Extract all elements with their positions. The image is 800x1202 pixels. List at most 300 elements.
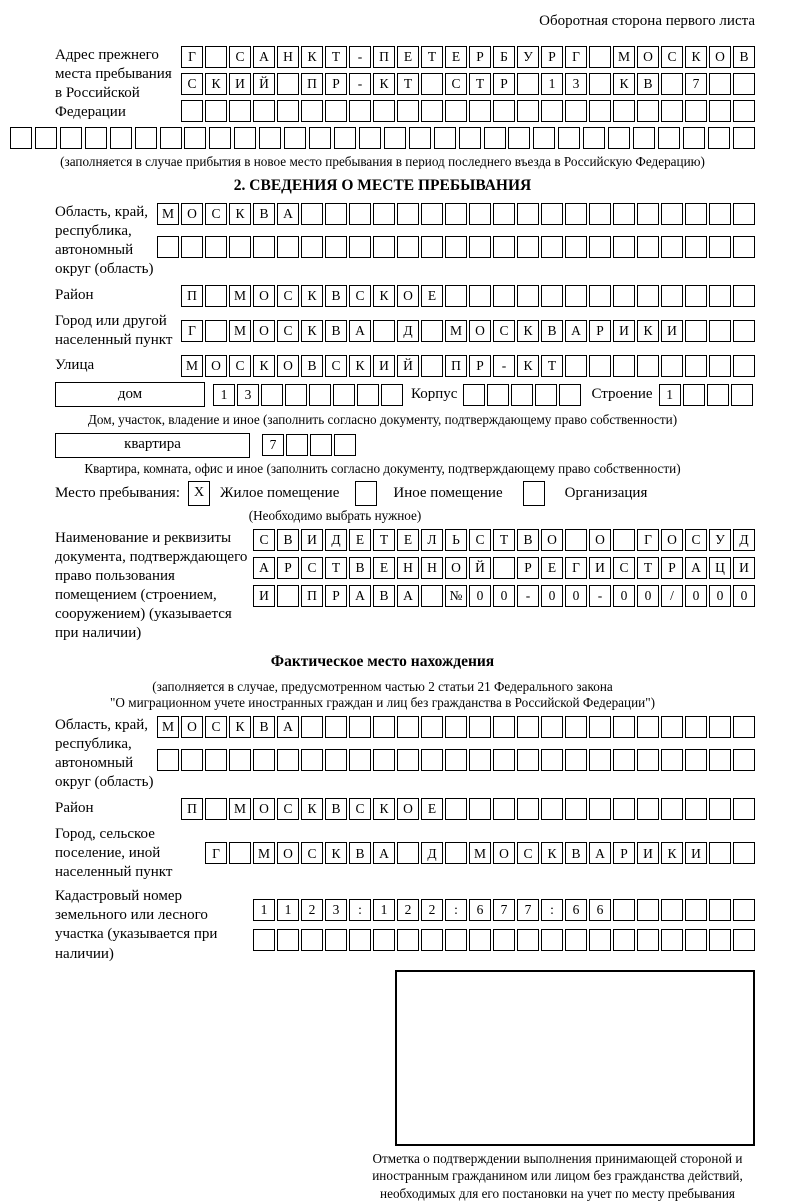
char-cell[interactable] <box>685 236 707 258</box>
char-cell[interactable] <box>397 716 419 738</box>
char-cell[interactable]: Т <box>325 46 347 68</box>
char-cell[interactable]: С <box>613 557 635 579</box>
char-cell[interactable]: А <box>565 320 587 342</box>
char-cell[interactable]: 7 <box>685 73 707 95</box>
char-cell[interactable]: 3 <box>565 73 587 95</box>
char-cell[interactable]: Е <box>445 46 467 68</box>
char-cell[interactable] <box>445 285 467 307</box>
char-cell[interactable] <box>661 73 683 95</box>
char-cell[interactable]: И <box>637 842 659 864</box>
char-cell[interactable]: П <box>301 73 323 95</box>
char-cell[interactable] <box>709 842 731 864</box>
char-cell[interactable] <box>493 798 515 820</box>
char-cell[interactable]: 0 <box>613 585 635 607</box>
char-cell[interactable]: 1 <box>659 384 681 406</box>
char-cell[interactable] <box>181 749 203 771</box>
char-cell[interactable]: К <box>373 285 395 307</box>
char-cell[interactable] <box>469 100 491 122</box>
char-cell[interactable] <box>565 529 587 551</box>
char-cell[interactable] <box>533 127 555 149</box>
char-cell[interactable]: 6 <box>565 899 587 921</box>
char-cell[interactable] <box>517 100 539 122</box>
char-cell[interactable] <box>229 842 251 864</box>
char-cell[interactable] <box>493 749 515 771</box>
char-cell[interactable] <box>613 529 635 551</box>
char-cell[interactable] <box>637 798 659 820</box>
char-cell[interactable] <box>658 127 680 149</box>
char-cell[interactable] <box>445 716 467 738</box>
char-cell[interactable]: М <box>157 716 179 738</box>
char-cell[interactable] <box>683 127 705 149</box>
char-cell[interactable]: У <box>517 46 539 68</box>
char-cell[interactable] <box>359 127 381 149</box>
char-cell[interactable] <box>349 749 371 771</box>
char-cell[interactable]: Г <box>205 842 227 864</box>
char-cell[interactable] <box>661 100 683 122</box>
char-cell[interactable]: С <box>661 46 683 68</box>
char-cell[interactable]: И <box>301 529 323 551</box>
char-cell[interactable] <box>733 100 755 122</box>
char-cell[interactable] <box>261 384 283 406</box>
char-cell[interactable]: 0 <box>493 585 515 607</box>
char-cell[interactable] <box>589 285 611 307</box>
char-cell[interactable] <box>409 127 431 149</box>
char-cell[interactable] <box>613 100 635 122</box>
char-cell[interactable] <box>613 749 635 771</box>
char-cell[interactable] <box>517 203 539 225</box>
char-cell[interactable]: О <box>397 798 419 820</box>
char-cell[interactable]: В <box>541 320 563 342</box>
char-cell[interactable]: Р <box>469 46 491 68</box>
char-cell[interactable]: О <box>277 842 299 864</box>
char-cell[interactable]: А <box>349 320 371 342</box>
char-cell[interactable] <box>661 285 683 307</box>
char-cell[interactable] <box>309 384 331 406</box>
char-cell[interactable]: И <box>685 842 707 864</box>
char-cell[interactable] <box>613 899 635 921</box>
char-cell[interactable]: Д <box>421 842 443 864</box>
char-cell[interactable]: А <box>253 46 275 68</box>
char-cell[interactable] <box>357 384 379 406</box>
char-cell[interactable]: 0 <box>637 585 659 607</box>
char-cell[interactable]: О <box>661 529 683 551</box>
char-cell[interactable]: К <box>349 355 371 377</box>
char-cell[interactable] <box>565 749 587 771</box>
char-cell[interactable] <box>685 320 707 342</box>
char-cell[interactable] <box>709 100 731 122</box>
char-cell[interactable] <box>285 384 307 406</box>
char-cell[interactable]: М <box>229 320 251 342</box>
char-cell[interactable] <box>85 127 107 149</box>
char-cell[interactable] <box>637 716 659 738</box>
char-cell[interactable] <box>613 203 635 225</box>
char-cell[interactable] <box>508 127 530 149</box>
char-cell[interactable]: К <box>325 842 347 864</box>
char-cell[interactable]: Р <box>325 585 347 607</box>
char-cell[interactable]: Г <box>181 46 203 68</box>
char-cell[interactable]: О <box>709 46 731 68</box>
char-cell[interactable]: М <box>229 285 251 307</box>
char-cell[interactable]: С <box>349 285 371 307</box>
char-cell[interactable]: Т <box>469 73 491 95</box>
char-cell[interactable]: О <box>397 285 419 307</box>
char-cell[interactable] <box>708 127 730 149</box>
char-cell[interactable] <box>301 749 323 771</box>
char-cell[interactable] <box>333 384 355 406</box>
char-cell[interactable]: С <box>277 285 299 307</box>
char-cell[interactable] <box>517 236 539 258</box>
char-cell[interactable] <box>284 127 306 149</box>
char-cell[interactable]: К <box>301 798 323 820</box>
char-cell[interactable] <box>253 749 275 771</box>
char-cell[interactable]: О <box>589 529 611 551</box>
char-cell[interactable]: К <box>373 73 395 95</box>
char-cell[interactable] <box>493 285 515 307</box>
char-cell[interactable] <box>181 236 203 258</box>
char-cell[interactable] <box>277 100 299 122</box>
char-cell[interactable] <box>493 100 515 122</box>
char-cell[interactable]: К <box>685 46 707 68</box>
char-cell[interactable] <box>157 236 179 258</box>
char-cell[interactable]: И <box>229 73 251 95</box>
char-cell[interactable]: С <box>229 46 251 68</box>
checkbox-residential[interactable]: X <box>188 481 210 506</box>
char-cell[interactable] <box>277 749 299 771</box>
char-cell[interactable] <box>334 127 356 149</box>
char-cell[interactable] <box>253 236 275 258</box>
char-cell[interactable]: М <box>157 203 179 225</box>
char-cell[interactable] <box>277 236 299 258</box>
char-cell[interactable] <box>608 127 630 149</box>
char-cell[interactable] <box>517 929 539 951</box>
char-cell[interactable]: К <box>517 355 539 377</box>
char-cell[interactable] <box>310 434 332 456</box>
char-cell[interactable] <box>709 749 731 771</box>
char-cell[interactable]: Н <box>421 557 443 579</box>
char-cell[interactable]: В <box>325 320 347 342</box>
char-cell[interactable] <box>733 203 755 225</box>
char-cell[interactable]: Е <box>397 529 419 551</box>
char-cell[interactable]: О <box>445 557 467 579</box>
char-cell[interactable] <box>685 355 707 377</box>
char-cell[interactable] <box>685 203 707 225</box>
char-cell[interactable] <box>733 355 755 377</box>
char-cell[interactable] <box>373 716 395 738</box>
char-cell[interactable] <box>637 355 659 377</box>
char-cell[interactable] <box>259 127 281 149</box>
char-cell[interactable] <box>613 929 635 951</box>
char-cell[interactable] <box>445 798 467 820</box>
char-cell[interactable] <box>181 100 203 122</box>
char-cell[interactable]: Т <box>541 355 563 377</box>
char-cell[interactable]: И <box>589 557 611 579</box>
char-cell[interactable]: И <box>253 585 275 607</box>
char-cell[interactable] <box>685 929 707 951</box>
char-cell[interactable] <box>463 384 485 406</box>
char-cell[interactable]: В <box>325 798 347 820</box>
char-cell[interactable] <box>325 749 347 771</box>
char-cell[interactable] <box>517 749 539 771</box>
char-cell[interactable]: : <box>349 899 371 921</box>
char-cell[interactable] <box>421 716 443 738</box>
char-cell[interactable] <box>541 929 563 951</box>
char-cell[interactable]: Р <box>613 842 635 864</box>
char-cell[interactable]: С <box>325 355 347 377</box>
char-cell[interactable] <box>709 203 731 225</box>
char-cell[interactable]: О <box>493 842 515 864</box>
char-cell[interactable]: В <box>637 73 659 95</box>
char-cell[interactable] <box>434 127 456 149</box>
char-cell[interactable] <box>205 798 227 820</box>
char-cell[interactable] <box>157 749 179 771</box>
char-cell[interactable] <box>613 798 635 820</box>
char-cell[interactable]: М <box>445 320 467 342</box>
char-cell[interactable] <box>511 384 533 406</box>
char-cell[interactable]: Е <box>541 557 563 579</box>
char-cell[interactable]: О <box>469 320 491 342</box>
char-cell[interactable]: 0 <box>469 585 491 607</box>
char-cell[interactable] <box>234 127 256 149</box>
char-cell[interactable]: 6 <box>589 899 611 921</box>
char-cell[interactable] <box>589 203 611 225</box>
char-cell[interactable]: В <box>349 557 371 579</box>
char-cell[interactable]: Е <box>421 285 443 307</box>
char-cell[interactable]: / <box>661 585 683 607</box>
char-cell[interactable] <box>301 236 323 258</box>
char-cell[interactable] <box>229 100 251 122</box>
char-cell[interactable] <box>733 73 755 95</box>
char-cell[interactable]: Т <box>397 73 419 95</box>
char-cell[interactable] <box>565 100 587 122</box>
char-cell[interactable]: М <box>253 842 275 864</box>
char-cell[interactable] <box>613 285 635 307</box>
char-cell[interactable]: : <box>445 899 467 921</box>
char-cell[interactable] <box>589 716 611 738</box>
char-cell[interactable] <box>661 899 683 921</box>
char-cell[interactable]: 1 <box>373 899 395 921</box>
char-cell[interactable]: С <box>685 529 707 551</box>
char-cell[interactable]: А <box>397 585 419 607</box>
char-cell[interactable]: С <box>301 557 323 579</box>
char-cell[interactable] <box>685 899 707 921</box>
char-cell[interactable]: О <box>253 798 275 820</box>
char-cell[interactable] <box>445 929 467 951</box>
char-cell[interactable]: К <box>373 798 395 820</box>
char-cell[interactable] <box>613 716 635 738</box>
char-cell[interactable]: П <box>301 585 323 607</box>
char-cell[interactable] <box>349 236 371 258</box>
char-cell[interactable] <box>733 749 755 771</box>
char-cell[interactable] <box>589 355 611 377</box>
char-cell[interactable]: Е <box>421 798 443 820</box>
char-cell[interactable] <box>373 203 395 225</box>
char-cell[interactable] <box>469 798 491 820</box>
char-cell[interactable] <box>733 127 755 149</box>
char-cell[interactable] <box>517 716 539 738</box>
char-cell[interactable]: Н <box>397 557 419 579</box>
char-cell[interactable]: И <box>613 320 635 342</box>
char-cell[interactable] <box>707 384 729 406</box>
char-cell[interactable] <box>565 929 587 951</box>
char-cell[interactable]: 0 <box>685 585 707 607</box>
char-cell[interactable]: К <box>301 320 323 342</box>
char-cell[interactable]: В <box>565 842 587 864</box>
char-cell[interactable] <box>421 73 443 95</box>
char-cell[interactable] <box>469 749 491 771</box>
char-cell[interactable] <box>541 716 563 738</box>
char-cell[interactable]: В <box>349 842 371 864</box>
char-cell[interactable] <box>589 798 611 820</box>
char-cell[interactable]: С <box>181 73 203 95</box>
char-cell[interactable] <box>110 127 132 149</box>
char-cell[interactable]: Т <box>421 46 443 68</box>
char-cell[interactable] <box>373 236 395 258</box>
char-cell[interactable] <box>661 929 683 951</box>
char-cell[interactable] <box>661 716 683 738</box>
char-cell[interactable] <box>35 127 57 149</box>
char-cell[interactable] <box>373 749 395 771</box>
char-cell[interactable] <box>301 203 323 225</box>
char-cell[interactable]: 7 <box>517 899 539 921</box>
char-cell[interactable] <box>589 100 611 122</box>
char-cell[interactable]: А <box>277 203 299 225</box>
char-cell[interactable] <box>589 236 611 258</box>
char-cell[interactable] <box>685 100 707 122</box>
char-cell[interactable]: К <box>253 355 275 377</box>
char-cell[interactable] <box>229 236 251 258</box>
char-cell[interactable] <box>683 384 705 406</box>
char-cell[interactable]: В <box>253 203 275 225</box>
char-cell[interactable] <box>205 749 227 771</box>
checkbox-organization[interactable] <box>523 481 545 506</box>
char-cell[interactable]: С <box>205 716 227 738</box>
char-cell[interactable]: Ц <box>709 557 731 579</box>
char-cell[interactable] <box>589 46 611 68</box>
char-cell[interactable]: Г <box>637 529 659 551</box>
char-cell[interactable] <box>184 127 206 149</box>
char-cell[interactable] <box>469 285 491 307</box>
char-cell[interactable]: 6 <box>469 899 491 921</box>
char-cell[interactable] <box>421 320 443 342</box>
char-cell[interactable] <box>334 434 356 456</box>
char-cell[interactable]: Р <box>277 557 299 579</box>
char-cell[interactable]: 3 <box>325 899 347 921</box>
char-cell[interactable] <box>445 236 467 258</box>
char-cell[interactable]: К <box>637 320 659 342</box>
char-cell[interactable]: Н <box>277 46 299 68</box>
char-cell[interactable] <box>733 320 755 342</box>
char-cell[interactable]: О <box>181 203 203 225</box>
char-cell[interactable] <box>493 203 515 225</box>
char-cell[interactable] <box>349 100 371 122</box>
char-cell[interactable] <box>373 320 395 342</box>
char-cell[interactable]: П <box>445 355 467 377</box>
char-cell[interactable] <box>421 355 443 377</box>
char-cell[interactable] <box>309 127 331 149</box>
char-cell[interactable] <box>397 236 419 258</box>
char-cell[interactable] <box>493 236 515 258</box>
char-cell[interactable] <box>469 929 491 951</box>
char-cell[interactable] <box>277 73 299 95</box>
char-cell[interactable] <box>381 384 403 406</box>
char-cell[interactable] <box>205 46 227 68</box>
char-cell[interactable]: Т <box>325 557 347 579</box>
char-cell[interactable] <box>541 100 563 122</box>
char-cell[interactable]: 0 <box>709 585 731 607</box>
char-cell[interactable] <box>709 798 731 820</box>
char-cell[interactable]: Р <box>493 73 515 95</box>
char-cell[interactable] <box>421 203 443 225</box>
char-cell[interactable] <box>421 929 443 951</box>
char-cell[interactable]: С <box>445 73 467 95</box>
char-cell[interactable] <box>160 127 182 149</box>
char-cell[interactable] <box>517 285 539 307</box>
char-cell[interactable] <box>709 899 731 921</box>
char-cell[interactable] <box>517 798 539 820</box>
char-cell[interactable] <box>733 798 755 820</box>
char-cell[interactable] <box>469 716 491 738</box>
char-cell[interactable] <box>397 203 419 225</box>
char-cell[interactable] <box>709 73 731 95</box>
char-cell[interactable]: Л <box>421 529 443 551</box>
char-cell[interactable]: 0 <box>565 585 587 607</box>
char-cell[interactable]: О <box>541 529 563 551</box>
char-cell[interactable] <box>301 716 323 738</box>
char-cell[interactable]: С <box>253 529 275 551</box>
char-cell[interactable]: С <box>277 798 299 820</box>
char-cell[interactable]: К <box>613 73 635 95</box>
char-cell[interactable]: Е <box>373 557 395 579</box>
char-cell[interactable]: Р <box>517 557 539 579</box>
char-cell[interactable]: О <box>253 320 275 342</box>
char-cell[interactable]: Й <box>253 73 275 95</box>
char-cell[interactable]: О <box>277 355 299 377</box>
char-cell[interactable]: Р <box>541 46 563 68</box>
char-cell[interactable] <box>397 100 419 122</box>
char-cell[interactable]: К <box>301 285 323 307</box>
char-cell[interactable]: П <box>373 46 395 68</box>
char-cell[interactable]: М <box>613 46 635 68</box>
char-cell[interactable]: К <box>205 73 227 95</box>
char-cell[interactable] <box>517 73 539 95</box>
char-cell[interactable] <box>484 127 506 149</box>
char-cell[interactable] <box>10 127 32 149</box>
char-cell[interactable]: В <box>733 46 755 68</box>
char-cell[interactable] <box>565 236 587 258</box>
char-cell[interactable]: Р <box>661 557 683 579</box>
char-cell[interactable]: П <box>181 798 203 820</box>
char-cell[interactable] <box>421 749 443 771</box>
char-cell[interactable] <box>709 236 731 258</box>
char-cell[interactable]: В <box>325 285 347 307</box>
char-cell[interactable]: 1 <box>253 899 275 921</box>
char-cell[interactable]: 1 <box>213 384 235 406</box>
char-cell[interactable] <box>613 236 635 258</box>
char-cell[interactable] <box>613 355 635 377</box>
char-cell[interactable] <box>493 716 515 738</box>
char-cell[interactable]: К <box>229 716 251 738</box>
char-cell[interactable]: И <box>373 355 395 377</box>
char-cell[interactable] <box>733 285 755 307</box>
char-cell[interactable]: К <box>661 842 683 864</box>
char-cell[interactable]: 2 <box>397 899 419 921</box>
char-cell[interactable]: : <box>541 899 563 921</box>
char-cell[interactable] <box>637 100 659 122</box>
char-cell[interactable] <box>277 929 299 951</box>
char-cell[interactable]: 3 <box>237 384 259 406</box>
char-cell[interactable]: О <box>637 46 659 68</box>
char-cell[interactable] <box>709 355 731 377</box>
